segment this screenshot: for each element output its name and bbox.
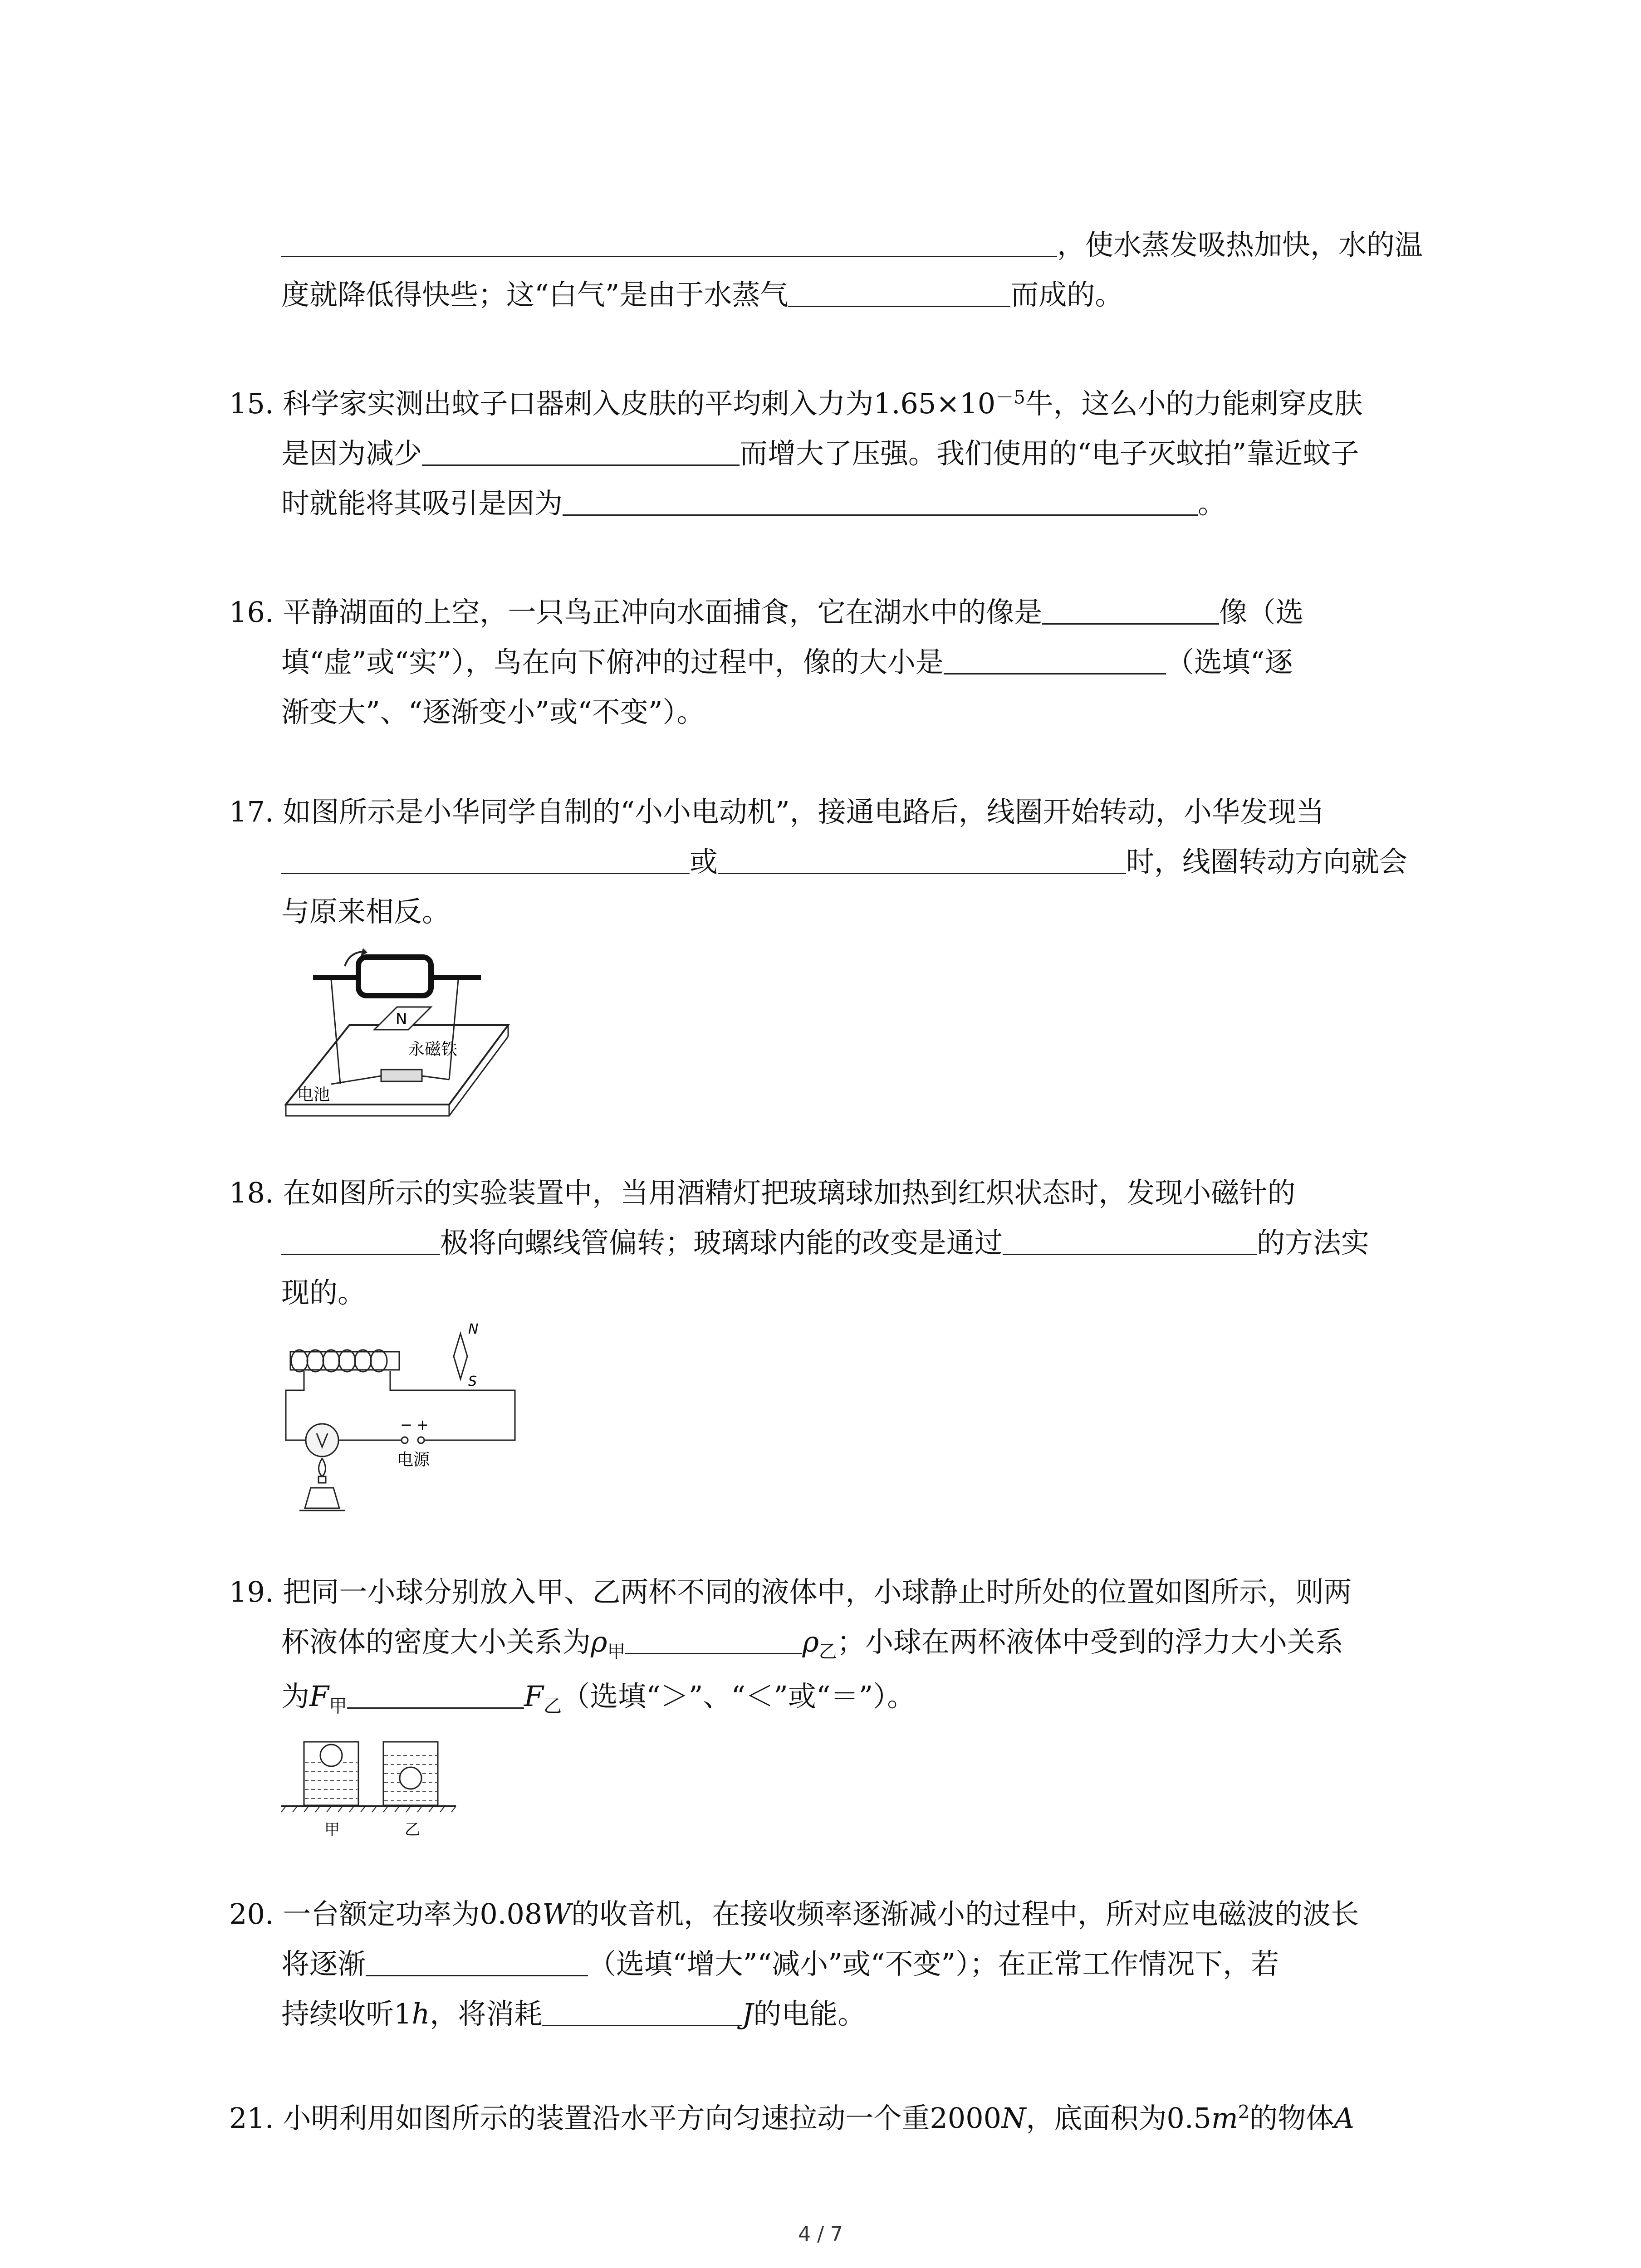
question-number: 19.	[229, 1575, 274, 1608]
q19-line2: 杯液体的密度大小关系为$\rho_甲$ $\rho_乙$；小球在两杯液体中受到的浮力大小关系	[281, 1625, 1343, 1662]
q20-line3: 持续收听1h，将消耗 J的电能。	[281, 1997, 866, 2030]
q16-line3: 渐变大”、“逐渐变小”或“不变”）。	[281, 695, 705, 728]
alcohol-lamp	[305, 1488, 339, 1508]
q17-line3: 与原来相反。	[281, 895, 451, 928]
svg-text:电池: 电池	[297, 1085, 330, 1104]
q16-line2: 填“虚”或“实”），鸟在向下俯冲的过程中，像的大小是 （选填“逐	[281, 645, 1293, 679]
q17-blank-1[interactable]	[281, 846, 690, 874]
svg-text:S: S	[468, 1374, 477, 1389]
q16-blank-2[interactable]	[944, 647, 1166, 675]
q20-blank-2[interactable]	[542, 1999, 742, 2026]
q17-line2: 或 时，线圈转动方向就会	[281, 844, 1407, 880]
svg-text:+: +	[416, 1416, 429, 1433]
page-number: 4 / 7	[798, 2223, 843, 2246]
glass-bulb	[306, 1424, 338, 1457]
cup-yi	[383, 1742, 438, 1805]
q14-line1: ，使水蒸发吸热加快，水的温	[281, 227, 1423, 263]
question-number: 21.	[229, 2102, 274, 2135]
svg-text:−: −	[400, 1416, 412, 1433]
q17-line1: 17. 如图所示是小华同学自制的“小小电动机”，接通电路后，线圈开始转动，小华发现当	[229, 794, 1324, 830]
q18-solenoid-figure	[277, 1320, 531, 1520]
terminal-negative	[402, 1437, 408, 1443]
compass-needle-icon	[454, 1334, 467, 1379]
q19-cups-figure	[277, 1728, 458, 1846]
q19-blank-2[interactable]	[347, 1681, 524, 1709]
svg-text:甲: 甲	[324, 1821, 340, 1839]
question-number: 18.	[229, 1176, 274, 1209]
q18-line1: 18. 在如图所示的实验装置中，当用酒精灯把玻璃球加热到红炽状态时，发现小磁针的	[229, 1175, 1295, 1211]
q15-line2: 是因为减少 而增大了压强。我们使用的“电子灭蚊拍”靠近蚊子	[281, 437, 1359, 470]
q20-line2: 将逐渐 （选填“增大”“减小”或“不变”）；在正常工作情况下，若	[281, 1947, 1279, 1980]
battery	[381, 1070, 422, 1081]
coil	[358, 957, 431, 996]
svg-text:电源: 电源	[397, 1451, 430, 1469]
question-number: 15.	[229, 387, 274, 420]
q15-blank-1[interactable]	[422, 438, 740, 466]
terminal-positive	[418, 1437, 424, 1443]
question-number: 20.	[229, 1897, 274, 1931]
q16-blank-1[interactable]	[1042, 597, 1219, 625]
q21-line1: 21. 小明利用如图所示的装置沿水平方向匀速拉动一个重2000N，底面积为$0.5m^2$的物体A	[229, 2100, 1354, 2136]
q14-blank-1[interactable]	[281, 230, 1057, 257]
cup-jia	[304, 1742, 358, 1805]
q16-line1: 16. 平静湖面的上空，一只鸟正冲向水面捕食，它在湖水中的像是 像（选	[229, 594, 1303, 631]
q15-line1: 15. 科学家实测出蚊子口器刺入皮肤的平均刺入力为$1.65\times 10^{-5}$牛，这么小的力能刺穿皮肤	[229, 386, 1363, 422]
q20-blank-1[interactable]	[366, 1949, 588, 1976]
svg-text:N: N	[468, 1321, 479, 1337]
svg-text:N: N	[396, 1010, 407, 1028]
svg-text:永磁铁: 永磁铁	[408, 1040, 458, 1059]
flame-icon	[319, 1458, 326, 1476]
q17-blank-2[interactable]	[718, 846, 1126, 874]
q18-line3: 现的。	[281, 1276, 366, 1309]
q19-line1: 19. 把同一小球分别放入甲、乙两杯不同的液体中，小球静止时所处的位置如图所示，则两	[229, 1574, 1352, 1610]
svg-text:乙: 乙	[405, 1821, 420, 1839]
q15-line3: 时就能将其吸引是因为 。	[281, 487, 1226, 520]
q15-blank-2[interactable]	[563, 488, 1198, 516]
q17-motor-figure	[277, 948, 513, 1120]
question-number: 16.	[229, 596, 274, 629]
q14-blank-2[interactable]	[788, 279, 1010, 307]
q20-line1: 20. 一台额定功率为0.08W的收音机，在接收频率逐渐减小的过程中，所对应电磁波的波长	[229, 1896, 1359, 1932]
q14-line2: 度就降低得快些；这“白气”是由于水蒸气 而成的。	[281, 278, 1123, 311]
q19-blank-1[interactable]	[625, 1627, 802, 1654]
question-number: 17.	[229, 795, 274, 828]
q18-blank-1[interactable]	[281, 1227, 440, 1255]
q18-blank-2[interactable]	[1003, 1227, 1257, 1255]
q19-line3: 为$F_甲$ $F_乙$（选填“＞”、“＜”或“＝”）。	[281, 1680, 916, 1717]
q18-line2: 极将向螺线管偏转；玻璃球内能的改变是通过 的方法实	[281, 1225, 1369, 1261]
